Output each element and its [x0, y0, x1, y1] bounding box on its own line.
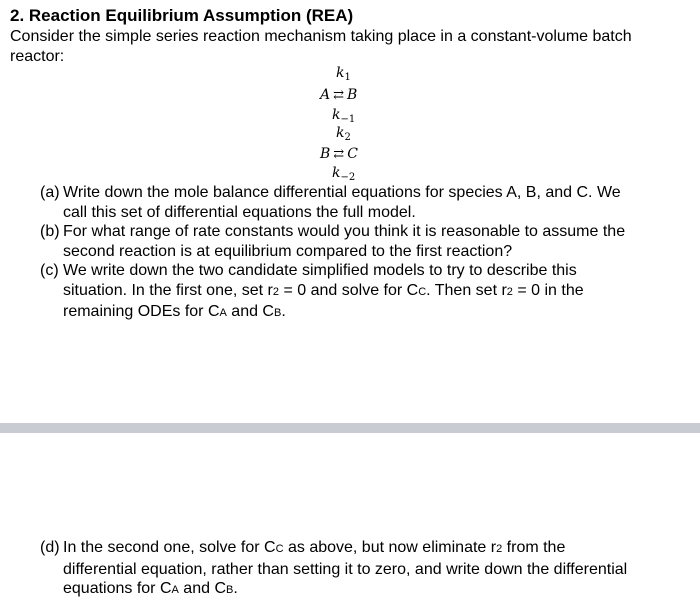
species-b: B [347, 87, 358, 103]
question-text-line: In the second one, solve for CC as above, but now eliminate r2 from the [63, 539, 566, 556]
section-divider [0, 423, 700, 433]
rate-constant-k1: $k_1$ [336, 65, 351, 83]
question-text-line: equations for CA and CB. [63, 580, 238, 597]
intro-line-1: Consider the simple series reaction mechanism taking place in a constant-volume batch [10, 28, 632, 45]
reversible-arrow-icon: ⇄ [333, 147, 345, 162]
species-b: B [320, 146, 331, 162]
question-text-line: call this set of differential equations the full model. [63, 203, 416, 221]
species-c: C [347, 146, 358, 162]
reaction-2 [320, 146, 358, 162]
problem-title: 2. Reaction Equilibrium Assumption (REA) [10, 6, 354, 25]
question-text-line: remaining ODEs for CA and CB. [63, 303, 286, 320]
species-a: A [320, 87, 331, 103]
question-text-line: Write down the mole balance differential equations for species A, B, and C. We [63, 184, 621, 201]
question-d [40, 538, 680, 601]
question-a [40, 183, 680, 222]
reaction-1 [320, 87, 357, 103]
rate-constant-k2: $k_2$ [336, 125, 351, 143]
question-text-line: For what range of rate constants would you think it is reasonable to assume the [63, 223, 626, 240]
rate-constant-k-minus-1: $k_{-1}$ [332, 107, 356, 125]
question-b [40, 222, 680, 261]
question-label: (a) [40, 184, 60, 201]
question-label: (c) [40, 262, 59, 279]
question-text-line: second reaction is at equilibrium compared to the first reaction? [63, 242, 513, 260]
rate-constant-k-minus-2: $k_{-2}$ [332, 165, 356, 183]
question-c [40, 261, 680, 324]
question-label: (d) [40, 539, 60, 556]
question-text-line: We write down the two candidate simplified models to try to describe this [63, 262, 577, 279]
intro-line-2: reactor: [10, 48, 65, 65]
question-label: (b) [40, 223, 60, 240]
question-text-line: situation. In the first one, set r2 = 0 and solve for CC. Then set r2 = 0 in the [63, 281, 584, 299]
reversible-arrow-icon: ⇄ [333, 88, 345, 103]
question-text-line: differential equation, rather than setting it to zero, and write down the differential [63, 560, 628, 578]
